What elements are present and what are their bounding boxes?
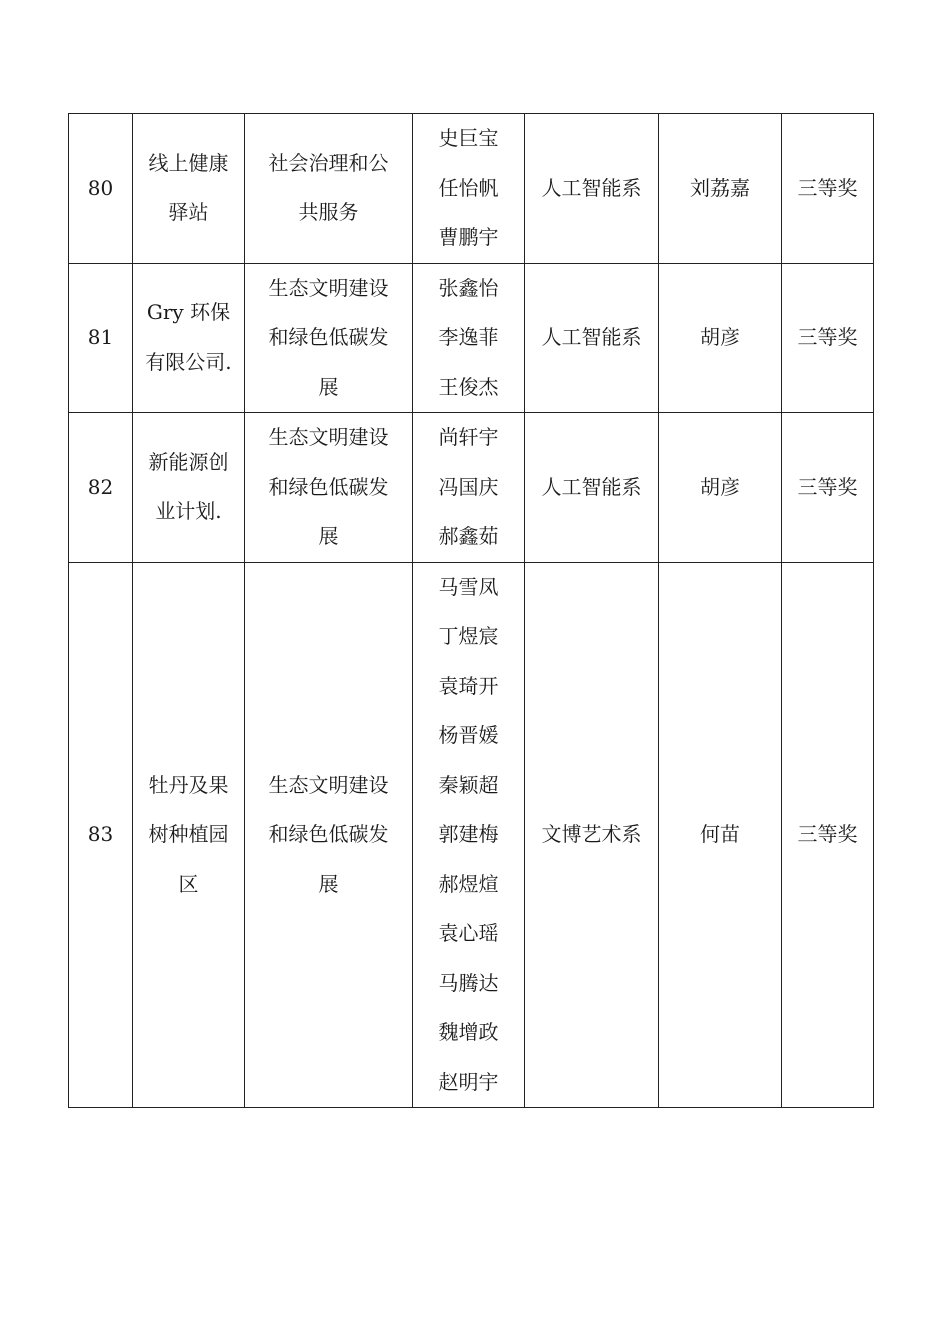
track-cell [245, 413, 413, 563]
project-name-cell [133, 562, 245, 1108]
award-cell: 三等奖 [782, 263, 874, 413]
project-name-cell-line: 业计划. [155, 499, 222, 524]
members-cell-line: 杨晋媛 [438, 723, 499, 747]
project-name-cell-line: 线上健康 [148, 150, 229, 175]
table-row [69, 114, 874, 264]
track-cell-line: 生态文明建设 [268, 425, 389, 449]
members-cell-line: 尚轩宇 [438, 425, 499, 449]
track-cell-line: 和绿色低碳发 [268, 474, 389, 499]
project-name-cell-line: 驿站 [168, 200, 209, 225]
award-table [68, 113, 874, 1108]
track-cell-line: 生态文明建设 [268, 772, 389, 797]
advisor-cell: 刘荔嘉 [659, 114, 782, 264]
project-name-cell-line: 有限公司. [145, 349, 232, 374]
project-name-cell-line: 新能源创 [148, 449, 229, 474]
award-cell: 三等奖 [782, 114, 874, 264]
track-cell [245, 114, 413, 264]
members-cell-line: 曹鹏宇 [438, 225, 499, 249]
advisor-cell: 胡彦 [659, 263, 782, 413]
advisor-cell: 胡彦 [659, 413, 782, 563]
track-cell-line: 展 [318, 524, 339, 548]
project-name-cell [133, 413, 245, 563]
members-cell-line: 赵明宇 [438, 1069, 499, 1094]
project-name-cell-line: 树种植园 [148, 822, 229, 846]
members-cell-line: 马腾达 [438, 970, 499, 995]
row-number-cell: 83 [69, 562, 133, 1108]
members-cell [413, 114, 525, 264]
track-cell-line: 展 [318, 374, 339, 399]
track-cell-line: 共服务 [298, 200, 359, 225]
project-name-cell [133, 114, 245, 264]
members-cell [413, 562, 525, 1108]
members-cell-line: 郝煜煊 [438, 871, 499, 896]
members-cell [413, 413, 525, 563]
members-cell-line: 秦颖超 [438, 772, 499, 797]
row-number-cell: 82 [69, 413, 133, 563]
members-cell-line: 丁煜宸 [438, 624, 499, 648]
members-cell-line: 郝鑫茹 [438, 524, 499, 548]
members-cell-line: 史巨宝 [438, 126, 499, 150]
department-cell: 人工智能系 [525, 413, 659, 563]
project-name-cell-line: 牡丹及果 [148, 772, 229, 797]
department-cell: 文博艺术系 [525, 562, 659, 1108]
project-name-cell-line: Gry 环保 [146, 300, 231, 325]
members-cell-line: 任怡帆 [438, 175, 499, 200]
members-cell-line: 马雪凤 [438, 574, 499, 599]
track-cell-line: 生态文明建设 [268, 275, 389, 300]
members-cell-line: 袁琦开 [438, 673, 499, 698]
advisor-cell: 何苗 [659, 562, 782, 1108]
department-cell: 人工智能系 [525, 263, 659, 413]
track-cell [245, 263, 413, 413]
track-cell-line: 展 [318, 871, 339, 896]
track-cell-line: 和绿色低碳发 [268, 822, 389, 846]
department-cell: 人工智能系 [525, 114, 659, 264]
table-row [69, 413, 874, 563]
award-table-body [69, 114, 874, 1108]
members-cell-line: 郭建梅 [438, 822, 499, 846]
award-cell: 三等奖 [782, 562, 874, 1108]
members-cell [413, 263, 525, 413]
row-number-cell: 81 [69, 263, 133, 413]
table-row [69, 562, 874, 1108]
table-row [69, 263, 874, 413]
members-cell-line: 袁心瑶 [438, 921, 499, 945]
members-cell-line: 张鑫怡 [438, 275, 499, 300]
row-number-cell: 80 [69, 114, 133, 264]
members-cell-line: 王俊杰 [438, 374, 499, 399]
track-cell-line: 社会治理和公 [268, 150, 389, 175]
track-cell-line: 和绿色低碳发 [268, 325, 389, 349]
members-cell-line: 李逸菲 [438, 325, 499, 349]
track-cell [245, 562, 413, 1108]
members-cell-line: 冯国庆 [438, 474, 499, 499]
project-name-cell [133, 263, 245, 413]
members-cell-line: 魏增政 [438, 1020, 499, 1044]
award-cell: 三等奖 [782, 413, 874, 563]
project-name-cell-line: 区 [178, 871, 199, 896]
